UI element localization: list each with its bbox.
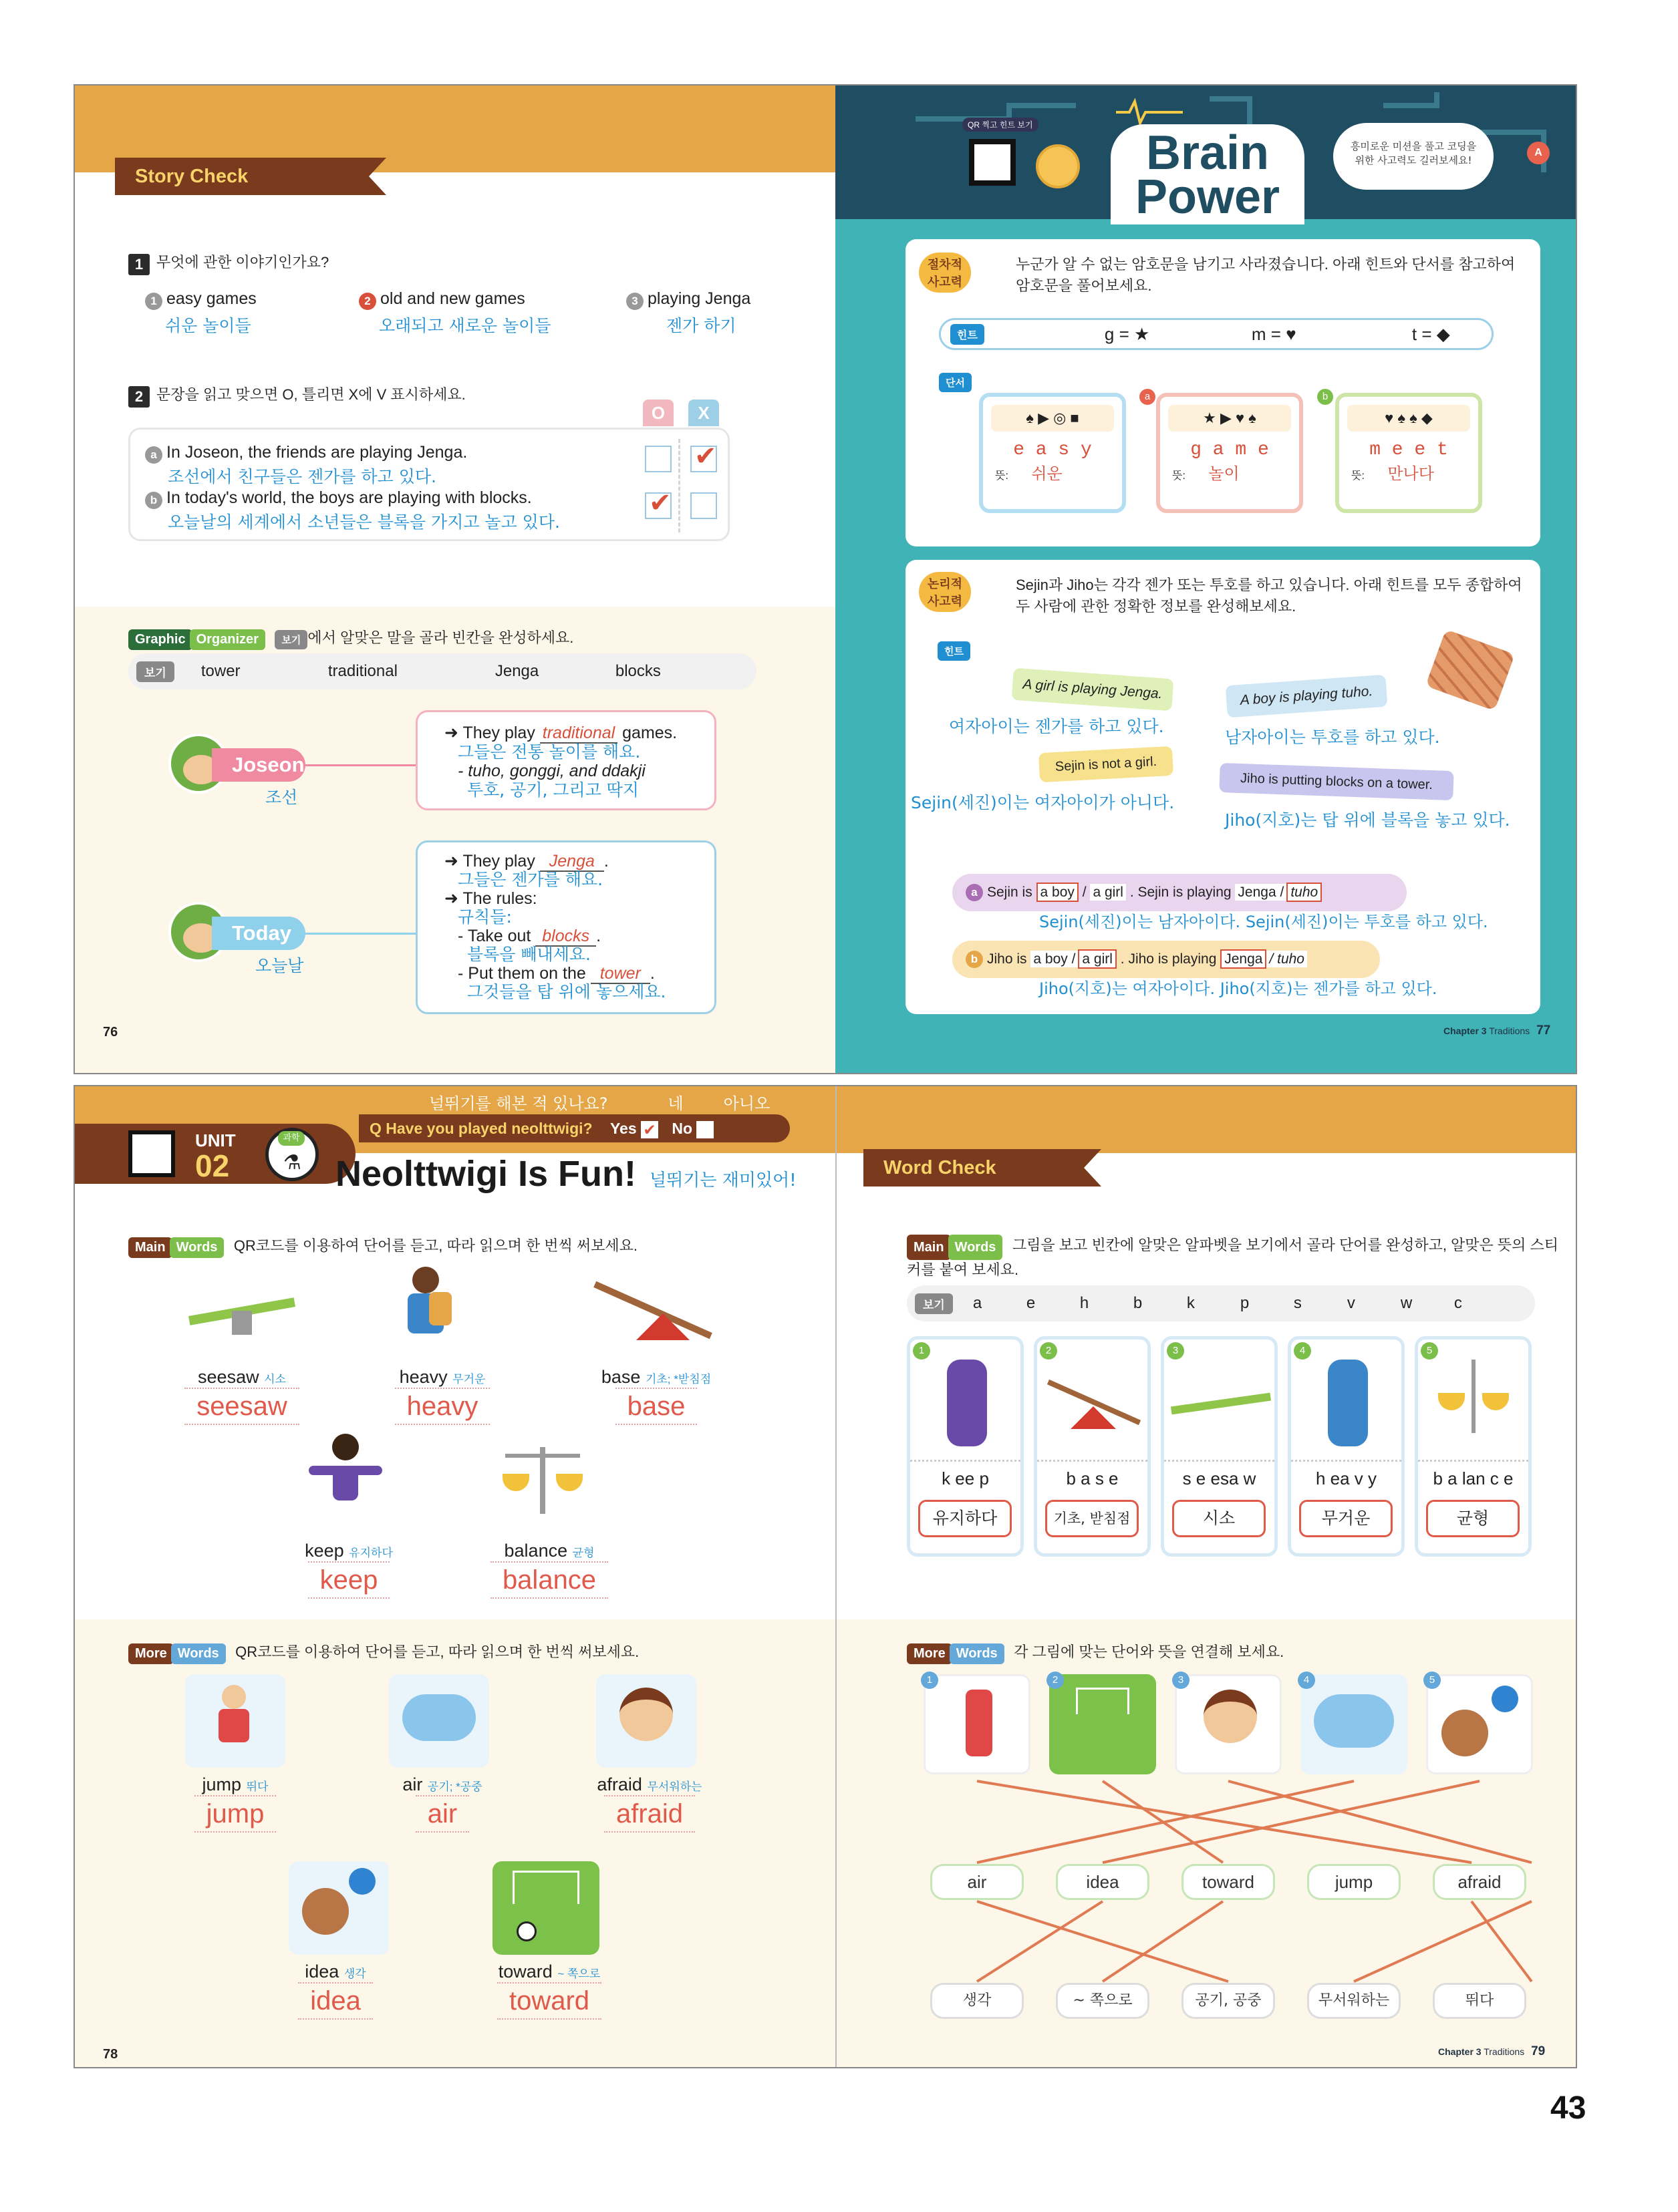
page-number: 43 [1550, 2090, 1586, 2126]
brain-power-title: Brain Power [1111, 124, 1304, 224]
page-number-76: 76 [103, 1025, 118, 1040]
word-balance: balance 균형 balance [469, 1541, 630, 1599]
today-box: ➜ They play Jenga . 그들은 젠가를 해요. ➜ The rules: 규칙들: - Take out blocks . 블록을 빼내세요. - Put them on the tower . 그것들을 탑 위에 놓으세요. [416, 840, 716, 1014]
word-idea: idea 생각 idea [262, 1961, 409, 2020]
hint-bar: 힌트 g = ★ m = ♥ t = ◆ [939, 318, 1494, 350]
section-procedural: 절차적 사고력 누군가 알 수 없는 암호문을 남기고 사라졌습니다. 아래 힌트와 단서를 참고하여 암호문을 풀어보세요. 힌트 g = ★ m = ♥ t = ◆ 단서 ♠ ▶ ◎ ■ e a s y 뜻: 쉬운 a ★ ▶ ♥ ♠ g a m e 뜻: 놀이 b ♥ ♠ ♠ ◆ m e e t 뜻: 만나다 [905, 239, 1540, 546]
word-check-ribbon: Word Check [863, 1149, 1084, 1187]
q2-box: a In Joseon, the friends are playing Jenga. 조선에서 친구들은 젠가를 하고 있다. b In today's world, the boys are playing with blocks. 오늘날의 세계에서 소년들은 블록을 가지고 놀고 있다. ✔ ✔ [128, 428, 730, 541]
word-bank: 보기 tower traditional Jenga blocks [128, 653, 756, 689]
match-en-1[interactable]: air [930, 1864, 1024, 1900]
pic-num-4: 4 [1298, 1672, 1315, 1689]
matching-lines [837, 1086, 1577, 2067]
sticker-4[interactable]: 무거운 [1299, 1500, 1393, 1537]
check-card-2: 2 b a s e 기초, 받침점 [1034, 1336, 1151, 1557]
a-o-checkbox[interactable] [645, 446, 672, 472]
page-78 [75, 1086, 835, 2067]
a-ball-icon: A [1527, 142, 1550, 164]
letter-bank: 보기 a e h b k p s v w c [907, 1285, 1535, 1321]
pic-num-5: 5 [1423, 1672, 1441, 1689]
p79-more-heading: More Words 각 그림에 맞는 단어와 뜻을 연결해 보세요. [907, 1641, 1284, 1664]
q1: 1 무엇에 관한 이야기인가요? [128, 251, 329, 275]
clue-card-game: ★ ▶ ♥ ♠ g a m e 뜻: 놀이 [1156, 393, 1303, 513]
q2: 2 문장을 읽고 맞으면 O, 틀리면 X에 V 표시하세요. [128, 383, 466, 408]
match-en-3[interactable]: toward [1181, 1864, 1275, 1900]
procedural-badge: 절차적 사고력 [919, 253, 971, 293]
word-jump: jump 뛰다 jump [162, 1774, 309, 1833]
word-base: base 기초; *받침점 base [583, 1367, 730, 1425]
word-toward: toward ~ 쪽으로 toward [469, 1961, 630, 2020]
yes-option[interactable]: Yes ✔ [610, 1120, 658, 1137]
option-1[interactable]: 1 easy games 쉬운 놀이들 [145, 289, 345, 337]
option-2[interactable]: 2 old and new games 오래되고 새로운 놀이들 [359, 289, 599, 337]
match-ko-2[interactable]: ~ 쪽으로 [1056, 1983, 1149, 2019]
o-header: O [643, 400, 674, 426]
air-image [389, 1674, 489, 1768]
keep-girl-image [309, 1434, 382, 1534]
page-76 [75, 86, 835, 1073]
check-card-5: 5 b a lan c e 균형 [1415, 1336, 1532, 1557]
today-ko: 오늘날 [255, 956, 304, 975]
page-79 [835, 1086, 1577, 2067]
clue-card-meet: ♥ ♠ ♠ ◆ m e e t 뜻: 만나다 [1335, 393, 1482, 513]
option-3[interactable]: 3 playing Jenga 젠가 하기 [626, 289, 827, 337]
word-air: air 공기; *공중 air [362, 1774, 523, 1833]
sticker-1[interactable]: 유지하다 [918, 1500, 1012, 1537]
match-ko-4[interactable]: 무서워하는 [1307, 1983, 1401, 2019]
no-option[interactable]: No [672, 1120, 714, 1137]
jump-image [185, 1674, 285, 1768]
section-logical: 논리적 사고력 Sejin과 Jiho는 각각 젠가 또는 투호를 하고 있습니다. 아래 힌트를 모두 종합하여 두 사람에 관한 정확한 정보를 완성해보세요. 힌트 A girl is playing Jenga. 여자아이는 젠가를 하고 있다. A boy is playing tuho. 남자아이는 투호를 하고 있다. Sejin is not a girl. Sejin(세진)이는 여자아이가 아니다. Jiho is putting blocks on a tower. Jiho(지호)는 탑 위에 블록을 놓고 있다. a Sejin is a boy / a girl . Sejin is playing Jenga / tuho Sejin(세진)이는 남자아이다. Sejin(세진)이는 투호를 하고 있다. b Jiho is a boy / a girl . Jiho is playing Jenga / tuho Jiho(지호)는 여자아이다. Jiho(지호)는 젠가를 하고 있다. [905, 560, 1540, 1014]
match-ko-5[interactable]: 뛰다 [1433, 1983, 1526, 2019]
more-words-heading: More Words QR코드를 이용하여 단어를 듣고, 따라 읽으며 한 번씩 써보세요. [128, 1641, 639, 1664]
sec2-hint-tag: 힌트 [938, 641, 970, 661]
check-card-4: 4 h ea v y 무거운 [1288, 1336, 1405, 1557]
match-en-5[interactable]: afraid [1433, 1864, 1526, 1900]
qr-code-icon[interactable] [128, 1130, 175, 1177]
clue-card-easy: ♠ ▶ ◎ ■ e a s y 뜻: 쉬운 [979, 393, 1126, 513]
jenga-tower-image [1427, 627, 1514, 707]
today-label: Today [212, 917, 305, 950]
b-x-checkbox[interactable] [690, 492, 717, 519]
toward-image [493, 1861, 599, 1955]
page-77 [835, 86, 1577, 1073]
page-number-78: 78 [103, 2047, 118, 2062]
joseon-label: Joseon [212, 748, 305, 782]
joseon-ko: 조선 [265, 788, 298, 807]
joseon-box: ➜ They play traditional games. 그들은 전통 놀이를 해요. - tuho, gonggi, and ddakji 투호, 공기, 그리고 딱지 [416, 710, 716, 810]
sec1-text: 누군가 알 수 없는 암호문을 남기고 사라졌습니다. 아래 힌트와 단서를 참고하여 암호문을 풀어보세요. [1016, 256, 1516, 294]
question-ko: 널뛰기를 해본 적 있나요? 네 아니오 [429, 1094, 771, 1113]
science-badge: 과학 ⚗ [265, 1128, 319, 1181]
unit-title: Neolttwigi Is Fun! [335, 1154, 636, 1194]
afraid-image [596, 1674, 696, 1768]
answer-b: b Jiho is a boy / a girl . Jiho is playing Jenga / tuho [952, 941, 1380, 978]
story-check-ribbon: Story Check [115, 158, 369, 195]
footer-77: Chapter 3 Traditions 77 [1443, 1023, 1551, 1038]
sticker-5[interactable]: 균형 [1426, 1500, 1520, 1537]
word-seesaw: seesaw 시소 seesaw [162, 1367, 322, 1425]
x-header: X [688, 400, 719, 426]
match-ko-1[interactable]: 생각 [930, 1983, 1024, 2019]
q2-item-b: b In today's world, the boys are playing with blocks. 오늘날의 세계에서 소년들은 블록을 가지고 놀고 있다. [145, 488, 560, 533]
word-heavy: heavy 무거운 heavy [369, 1367, 516, 1425]
balance-scale-image [503, 1440, 583, 1521]
top-spread [74, 84, 1577, 1074]
qr-label: QR 찍고 힌트 보기 [962, 118, 1038, 132]
heavy-boy-image [402, 1267, 449, 1347]
unit-banner: UNIT 02 과학 ⚗ [75, 1124, 356, 1184]
unit-title-ko: 널뛰기는 재미있어! [650, 1170, 797, 1191]
pic-num-2: 2 [1046, 1672, 1064, 1689]
survey-bar: Q Have you played neolttwigi? Yes ✔ No [359, 1114, 790, 1142]
footer-79: Chapter 3 Traditions 79 [1438, 2044, 1546, 2058]
qr-code-icon[interactable] [969, 139, 1016, 186]
pic-num-3: 3 [1172, 1672, 1190, 1689]
check-card-3: 3 s e esa w 시소 [1161, 1336, 1278, 1557]
match-ko-3[interactable]: 공기, 공중 [1181, 1983, 1275, 2019]
go-heading: Graphic Organizer 보기 에서 알맞은 말을 골라 빈칸을 완성하세요. [128, 627, 573, 650]
p79-main-heading: Main Words 그림을 보고 빈칸에 알맞은 알파벳을 보기에서 골라 단어를 완성하고, 알맞은 뜻의 스티커를 붙여 보세요. [907, 1235, 1562, 1282]
q2-item-a: a In Joseon, the friends are playing Jenga. 조선에서 친구들은 젠가를 하고 있다. [145, 443, 467, 488]
word-keep: keep 유지하다 keep [275, 1541, 422, 1599]
match-en-4[interactable]: jump [1307, 1864, 1401, 1900]
main-words-heading: Main Words QR코드를 이용하여 단어를 듣고, 따라 읽으며 한 번씩 써보세요. [128, 1235, 638, 1258]
seesaw-image [188, 1287, 295, 1340]
mission-cloud: 흥미로운 미션을 풀고 코딩을 위한 사고력도 길러보세요! [1333, 123, 1494, 190]
logical-badge: 논리적 사고력 [919, 572, 971, 612]
sec2-text: Sejin과 Jiho는 각각 젠가 또는 투호를 하고 있습니다. 아래 힌트를 모두 종합하여 두 사람에 관한 정확한 정보를 완성해보세요. [1016, 577, 1522, 615]
base-image [589, 1287, 716, 1340]
sticker-2[interactable]: 기초, 받침점 [1045, 1500, 1139, 1537]
idea-image [289, 1861, 389, 1955]
sticker-3[interactable]: 시소 [1172, 1500, 1266, 1537]
brain-icon [1036, 144, 1080, 188]
match-en-2[interactable]: idea [1056, 1864, 1149, 1900]
clue-tag: 단서 [939, 373, 972, 392]
pic-num-1: 1 [921, 1672, 938, 1689]
word-afraid: afraid 무서워하는 afraid [569, 1774, 730, 1833]
check-card-1: 1 k ee p 유지하다 [907, 1336, 1024, 1557]
answer-a: a Sejin is a boy / a girl . Sejin is playing Jenga / tuho [952, 874, 1407, 911]
bottom-spread [74, 1085, 1577, 2068]
